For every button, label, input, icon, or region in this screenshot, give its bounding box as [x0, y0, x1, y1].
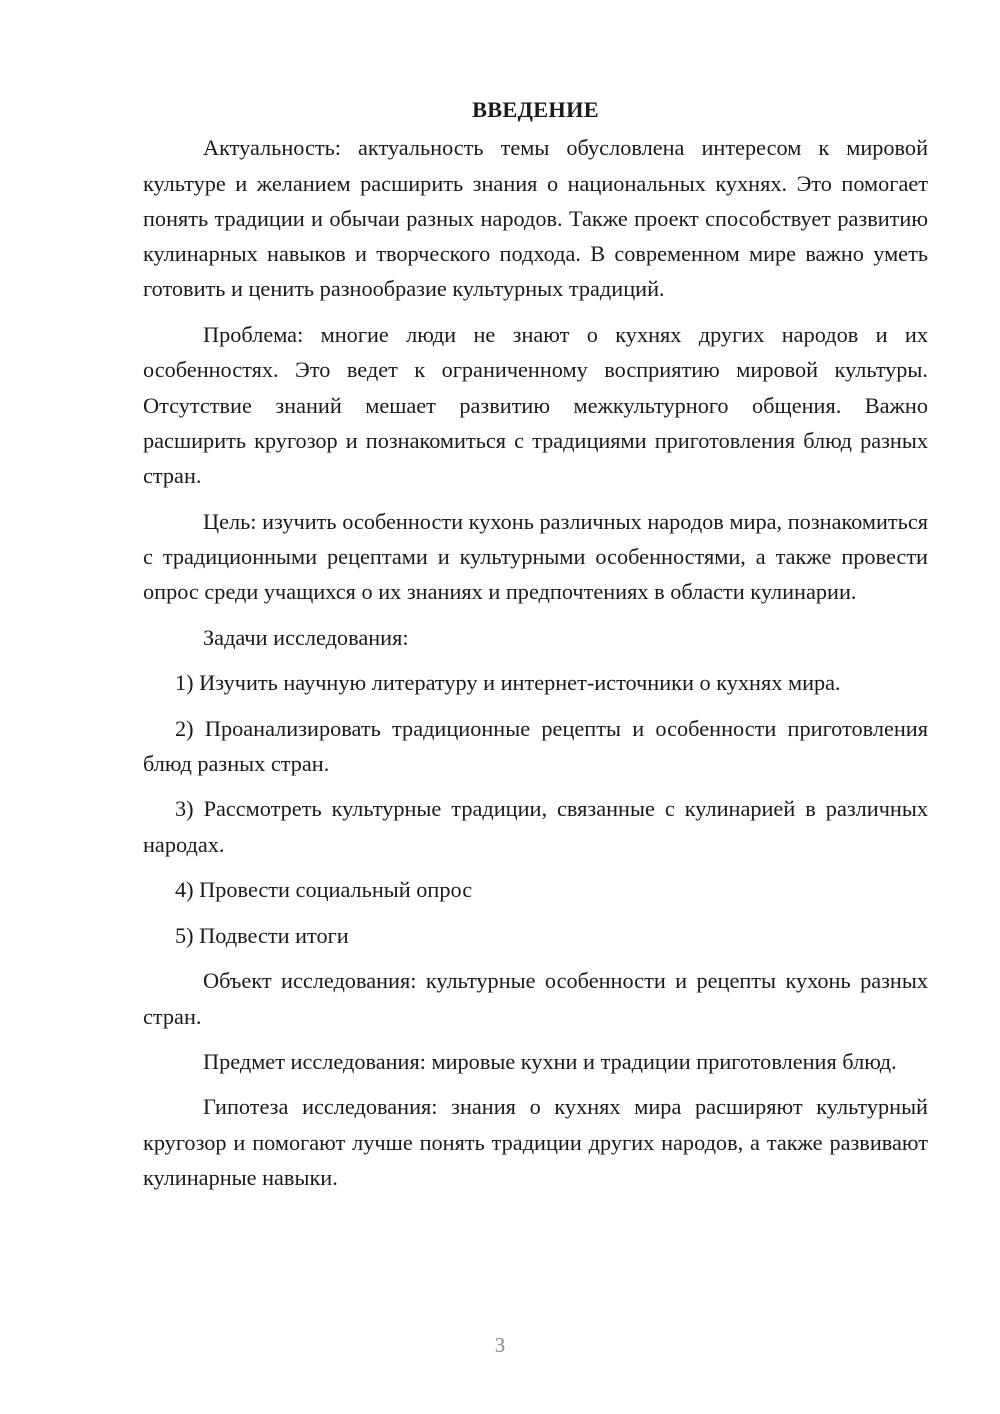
task-item-5: 5) Подвести итоги — [175, 922, 349, 948]
task-item-1: 1) Изучить научную литературу и интернет-источники о кухнях мира. — [175, 670, 841, 696]
document-body — [143, 92, 928, 1195]
task-item-3: 3) Рассмотреть культурные традиции, связанные с кулинарией в различных народах. — [143, 796, 928, 857]
paragraph-subject: Предмет исследования: мировые кухни и традиции приготовления блюд. — [203, 1049, 897, 1074]
paragraph-object: Объект исследования: культурные особенности и рецепты кухонь разных стран. — [143, 968, 928, 1029]
paragraph-relevance: Актуальность: актуальность темы обусловлена интересом к мировой культуре и желанием расширить знания о национальных кухнях. Это помогает понять традиции и обычаи разных народов. Также проект способствует развитию кулинарных навыков и творческого подхода. В современном мире важно уметь готовить и ценить разнообразие культурных традиций. — [143, 135, 928, 302]
page-number: 3 — [494, 1333, 506, 1357]
paragraph-problem: Проблема: многие люди не знают о кухнях других народов и их особенностях. Это ведет к ограниченному восприятию мировой культуры. Отсутствие знаний мешает развитию межкультурного общения. Важно расширить кругозор и познакомиться с традициями приготовления блюд разных стран. — [143, 321, 928, 489]
tasks-heading: Задачи исследования: — [203, 624, 409, 650]
section-title: ВВЕДЕНИЕ — [472, 97, 599, 122]
task-item-2: 2) Проанализировать традиционные рецепты и особенности приготовления блюд разных стран. — [143, 715, 928, 776]
paragraph-goal: Цель: изучить особенности кухонь различных народов мира, познакомиться с традиционными рецептами и культурными особенностями, а также провести опрос среди учащихся о их знаниях и предпочтениях в области кулинарии. — [143, 508, 928, 605]
paragraph-hypothesis: Гипотеза исследования: знания о кухнях мира расширяют культурный кругозор и помогают лучше понять традиции других народов, а также развивают кулинарные навыки. — [143, 1094, 928, 1191]
task-item-4: 4) Провести социальный опрос — [175, 877, 473, 903]
